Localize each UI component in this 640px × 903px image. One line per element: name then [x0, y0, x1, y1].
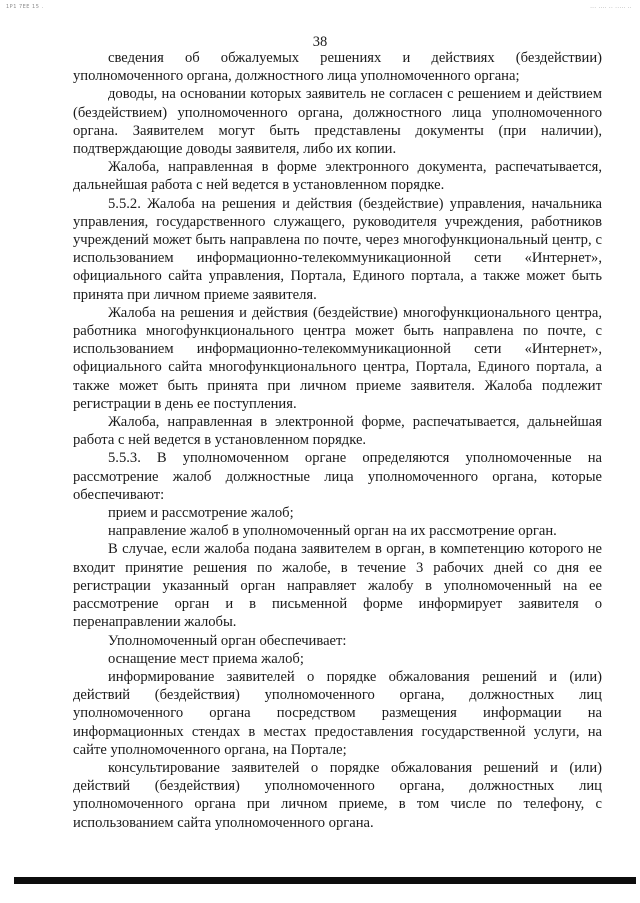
paragraph-redirect: В случае, если жалоба подана заявителем в орган, в компетенцию которого не входит принятие решения по жалобе, в течение 3 рабочих дней со дня ее регистрации указанный орган направляет жалобу в уполномоченный на ее рассмотрение орган и в письменной форме информирует заявителя о перенаправлении жалобы.: [73, 541, 602, 631]
paragraph-mfc-complaint: Жалоба на решения и действия (бездействие) многофункционального центра, работника многофункционального центра может быть направлена по почте, с использованием информационно-телекоммуникационной сети «Интернет», официального сайта многофункционального центра, Портала, Единого портала, а также может быть принята при личном приеме заявителя. Жалоба подлежит регистрации в день ее поступления.: [73, 304, 602, 412]
paragraph-arguments: доводы, на основании которых заявитель не согласен с решением и действием (бездействием) уполномоченного органа, должностного лица уполномоченного органа. Заявителем могут быть представлены документы (при наличии), подтверждающие доводы заявителя, либо их копии.: [73, 86, 602, 158]
list-item-forward: направление жалоб в уполномоченный орган на их рассмотрение орган.: [108, 523, 557, 540]
paragraph-5-5-2: 5.5.2. Жалоба на решения и действия (бездействие) управления, начальника управления, государственного служащего, руководителя учреждения, работников учреждений может быть направлена по почте, через многофункциональный центр, с использованием информационно-телекоммуникационной сети «Интернет», официального сайта управления, Портала, Единого портала, а также может быть принята при личном приеме заявителя.: [73, 195, 602, 303]
fax-header-left: 1P1 7EE 15 .: [6, 4, 44, 10]
paragraph-5-5-3: 5.5.3. В уполномоченном органе определяются уполномоченные на рассмотрение жалоб должностные лица уполномоченного органа, которые обеспечивают:: [73, 450, 602, 503]
list-item-equipment: оснащение мест приема жалоб;: [108, 650, 304, 667]
paragraph-electronic-complaint: Жалоба, направленная в форме электронного документа, распечатывается, дальнейшая работа с ней ведется в установленном порядке.: [73, 159, 602, 194]
paragraph-body-ensures: Уполномоченный орган обеспечивает:: [108, 632, 347, 649]
list-item-informing: информирование заявителей о порядке обжалования решений и (или) действий (бездействия) уполномоченного органа, должностных лиц уполномоченного органа посредством размещения информации на информационных стендах в местах предоставления государственной услуги, на сайте уполномоченного органа, на Портале;: [73, 668, 602, 758]
list-item-receive: прием и рассмотрение жалоб;: [108, 505, 294, 522]
paragraph-electronic-form: Жалоба, направленная в электронной форме, распечатывается, дальнейшая работа с ней ведется в установленном порядке.: [73, 414, 602, 449]
paragraph-subject-info: сведения об обжалуемых решениях и действиях (бездействии) уполномоченного органа, должностного лица уполномоченного органа;: [73, 50, 602, 85]
page-number: 38: [312, 34, 328, 50]
scan-bottom-edge: [14, 877, 636, 884]
document-body: [73, 49, 602, 832]
fax-header-right: ... .... .. ..... ..: [590, 4, 632, 10]
list-item-consulting: консультирование заявителей о порядке обжалования решений и (или) действий (бездействия) уполномоченного органа, должностных лиц уполномоченного органа при личном приеме, в том числе по телефону, с использованием сайта уполномоченного органа.: [73, 759, 602, 831]
